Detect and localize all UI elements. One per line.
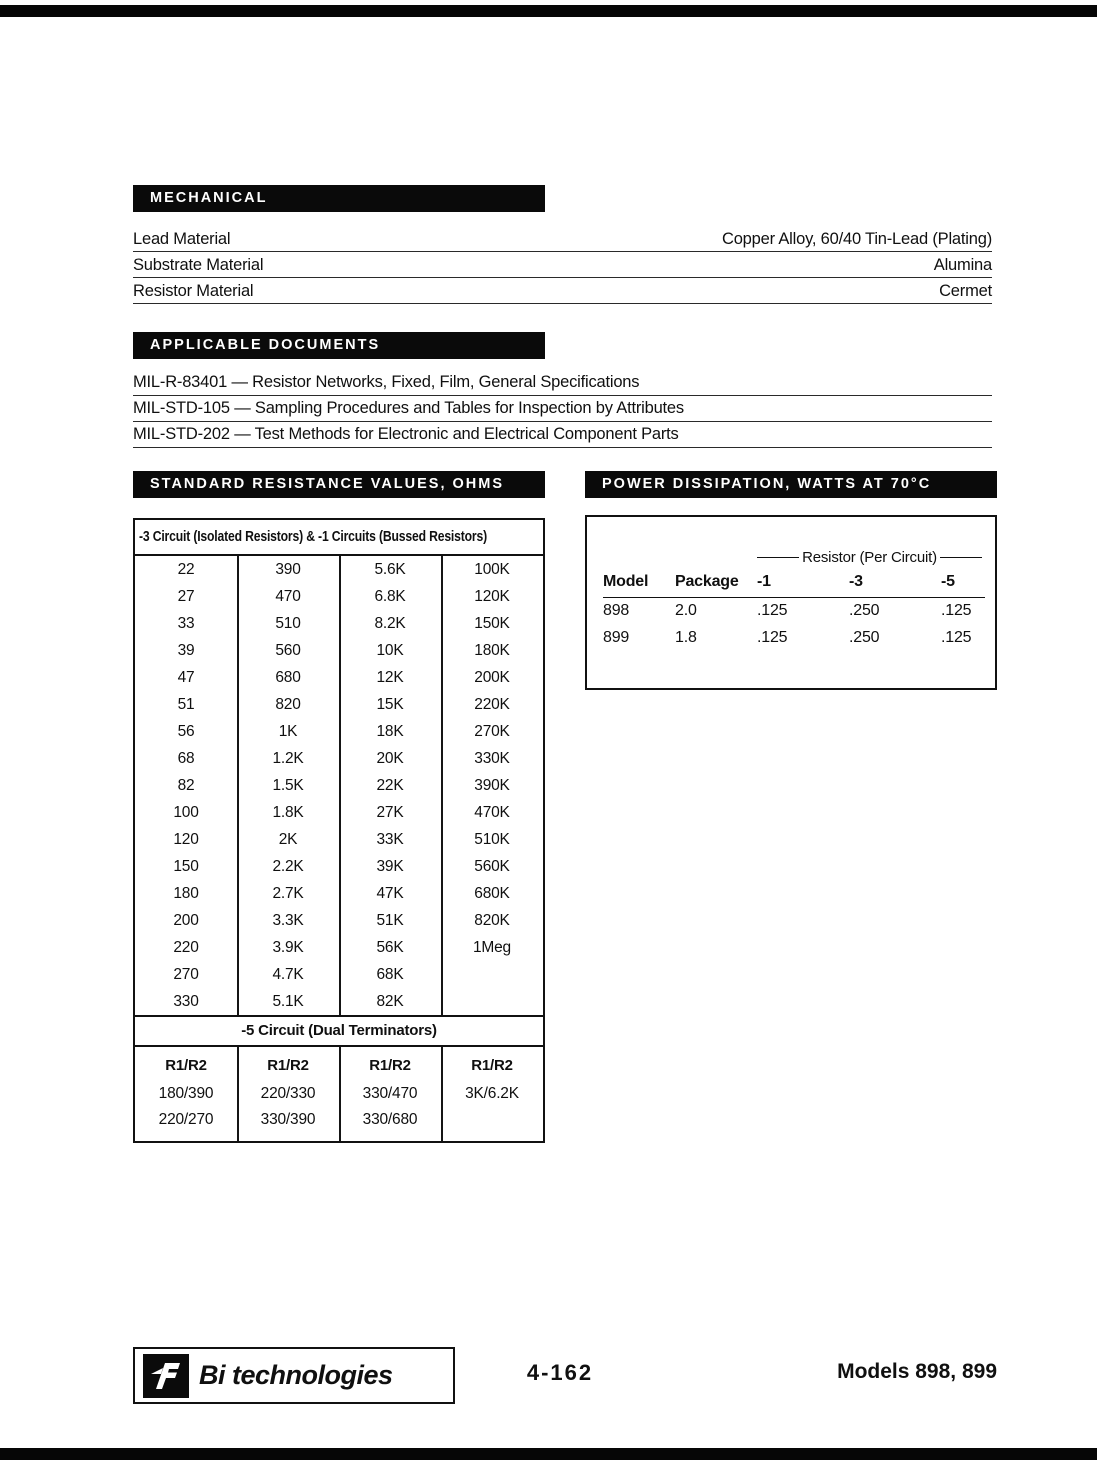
resistance-value: 15K — [376, 696, 404, 713]
resistance-table-header — [135, 520, 543, 556]
resistance-value: 47K — [376, 885, 404, 902]
spec-value: Cermet — [939, 282, 992, 300]
bottom-rule — [0, 1448, 1097, 1460]
dual-column-header: R1/R2 — [267, 1057, 309, 1074]
resistance-value: 1.8K — [272, 804, 304, 821]
dual-terminator-value: 330/680 — [362, 1111, 418, 1128]
bi-technologies-logo-icon — [143, 1354, 189, 1398]
resistance-value: 39 — [177, 642, 195, 659]
applicable-documents-list — [133, 370, 992, 448]
resistance-value: 560 — [275, 642, 301, 659]
document-item: MIL-STD-105 — Sampling Procedures and Tables for Inspection by Attributes — [133, 396, 992, 422]
resistance-value: 68 — [177, 750, 195, 767]
resistance-value: 470 — [275, 588, 301, 605]
resistance-value: 8.2K — [374, 615, 406, 632]
dash-line — [757, 557, 799, 558]
column-divider — [237, 1047, 239, 1141]
resistance-value: 820 — [275, 696, 301, 713]
resistance-value: 120 — [173, 831, 199, 848]
spec-row — [133, 252, 992, 278]
resistance-value: 680K — [474, 885, 510, 902]
models-label: Models 898, 899 — [837, 1360, 997, 1383]
resistance-table-header-text: -3 Circuit (Isolated Resistors) & -1 Circuits (Bussed Resistors) — [139, 529, 487, 545]
power-section-header — [585, 471, 997, 498]
power-cell: 2.0 — [675, 602, 697, 620]
resistance-value: 510 — [275, 615, 301, 632]
resistance-value: 82 — [177, 777, 195, 794]
column-divider — [339, 556, 341, 1015]
dual-terminator-value: 330/390 — [260, 1111, 316, 1128]
resistance-value: 22K — [376, 777, 404, 794]
resistance-value: 270 — [173, 966, 199, 983]
resistance-value: 180 — [173, 885, 199, 902]
resistance-value: 1Meg — [473, 939, 511, 956]
power-col-header: -3 — [849, 573, 941, 598]
power-dissipation-table — [585, 515, 997, 690]
power-row — [603, 625, 985, 652]
resistance-value: 6.8K — [374, 588, 406, 605]
dual-column-header: R1/R2 — [471, 1057, 513, 1074]
resistance-value: 560K — [474, 858, 510, 875]
resistance-value: 56K — [376, 939, 404, 956]
resistance-value: 820K — [474, 912, 510, 929]
resistance-value: 47 — [177, 669, 195, 686]
applicable-documents-section-header — [133, 332, 545, 359]
power-cell: .125 — [757, 629, 788, 646]
dual-terminator-value: 220/330 — [260, 1085, 316, 1102]
power-cell: 1.8 — [675, 629, 697, 646]
power-cell: .250 — [849, 629, 880, 646]
resistance-value: 390 — [275, 561, 301, 578]
resistance-value: 100 — [173, 804, 199, 821]
resistance-value: 180K — [474, 642, 510, 659]
dual-terminator-value: 180/390 — [158, 1085, 214, 1102]
power-cell: .250 — [849, 602, 880, 620]
brand-name: Bi technologies — [199, 1360, 393, 1390]
resistance-value: 12K — [376, 669, 404, 686]
resistance-value: 3.3K — [272, 912, 304, 929]
spec-row — [133, 278, 992, 304]
resistance-value: 2.7K — [272, 885, 304, 902]
mechanical-section-header — [133, 185, 545, 212]
spec-label: Lead Material — [133, 230, 231, 248]
power-row — [603, 598, 985, 625]
resistance-value: 120K — [474, 588, 510, 605]
power-title: POWER DISSIPATION, WATTS AT 70°C — [602, 476, 932, 492]
power-col-header: -1 — [757, 573, 849, 598]
resistance-value — [441, 988, 543, 1015]
resistance-value: 150K — [474, 615, 510, 632]
power-col-header: Model — [603, 573, 675, 598]
power-col-header: Package — [675, 573, 757, 598]
resistance-value: 10K — [376, 642, 404, 659]
resistance-value: 510K — [474, 831, 510, 848]
column-divider — [441, 1047, 443, 1141]
power-cell: 899 — [603, 629, 630, 646]
resistance-value: 56 — [177, 723, 195, 740]
resistance-value: 220K — [474, 696, 510, 713]
resistance-value: 150 — [173, 858, 199, 875]
resistance-value: 51K — [376, 912, 404, 929]
resistance-value: 1.5K — [272, 777, 304, 794]
resistance-value: 330K — [474, 750, 510, 767]
resistance-value — [441, 961, 543, 988]
resistance-value: 20K — [376, 750, 404, 767]
power-header-row — [603, 573, 985, 598]
power-cell: .125 — [941, 629, 972, 646]
resistance-value: 33K — [376, 831, 404, 848]
per-circuit-label: Resistor (Per Circuit) — [802, 549, 937, 566]
resistance-value: 200K — [474, 669, 510, 686]
top-rule — [0, 5, 1097, 17]
dash-line — [940, 557, 982, 558]
spec-label: Resistor Material — [133, 282, 254, 300]
resistance-value: 470K — [474, 804, 510, 821]
dual-terminator-value: 3K/6.2K — [465, 1085, 519, 1102]
mechanical-table — [133, 226, 992, 304]
resistance-value: 18K — [376, 723, 404, 740]
column-divider — [237, 556, 239, 1015]
resistance-value: 100K — [474, 561, 510, 578]
resistance-value: 3.9K — [272, 939, 304, 956]
column-divider — [441, 556, 443, 1015]
resistance-value: 2K — [278, 831, 298, 848]
resistance-value: 68K — [376, 966, 404, 983]
document-item: MIL-R-83401 — Resistor Networks, Fixed, Film, General Specifications — [133, 370, 992, 396]
resistance-value: 330 — [173, 993, 199, 1010]
resistance-value: 39K — [376, 858, 404, 875]
spec-value: Copper Alloy, 60/40 Tin-Lead (Plating) — [721, 230, 992, 248]
resistance-value: 33 — [177, 615, 195, 632]
resistance-section-header — [133, 471, 545, 498]
resistance-value: 5.6K — [374, 561, 406, 578]
resistance-table — [133, 518, 545, 1143]
resistance-title: STANDARD RESISTANCE VALUES, OHMS — [150, 476, 505, 492]
resistance-value: 220 — [173, 939, 199, 956]
power-cell: 898 — [603, 602, 630, 620]
resistance-value: 200 — [173, 912, 199, 929]
document-item: MIL-STD-202 — Test Methods for Electronic and Electrical Component Parts — [133, 422, 992, 448]
resistance-value: 1.2K — [272, 750, 304, 767]
logo-box — [133, 1347, 455, 1404]
power-col-header: -5 — [941, 573, 985, 598]
resistance-value: 27 — [177, 588, 195, 605]
dual-column-header: R1/R2 — [165, 1057, 207, 1074]
dual-terminators-header: -5 Circuit (Dual Terminators) — [135, 1015, 543, 1047]
power-table — [603, 573, 985, 652]
dual-terminator-value — [441, 1107, 543, 1133]
applicable-documents-title: APPLICABLE DOCUMENTS — [150, 337, 381, 353]
dual-terminator-value: 220/270 — [158, 1111, 214, 1128]
resistance-value: 27K — [376, 804, 404, 821]
resistance-value: 22 — [177, 561, 195, 578]
spec-label: Substrate Material — [133, 256, 264, 274]
power-cell: .125 — [757, 602, 788, 620]
dual-column-header: R1/R2 — [369, 1057, 411, 1074]
spec-row — [133, 226, 992, 252]
power-cell: .125 — [941, 602, 972, 620]
resistance-value: 2.2K — [272, 858, 304, 875]
mechanical-title: MECHANICAL — [150, 190, 268, 206]
resistance-value: 390K — [474, 777, 510, 794]
resistance-value: 51 — [177, 696, 195, 713]
column-divider — [339, 1047, 341, 1141]
resistance-value: 4.7K — [272, 966, 304, 983]
spec-value: Alumina — [933, 256, 992, 274]
resistance-value: 82K — [376, 993, 404, 1010]
resistance-value: 5.1K — [272, 993, 304, 1010]
resistance-value: 680 — [275, 669, 301, 686]
resistance-value: 270K — [474, 723, 510, 740]
dual-terminator-value: 330/470 — [362, 1085, 418, 1102]
resistor-per-circuit-header — [757, 549, 982, 566]
page-number: 4-162 — [526, 1360, 594, 1385]
resistance-value: 1K — [278, 723, 298, 740]
